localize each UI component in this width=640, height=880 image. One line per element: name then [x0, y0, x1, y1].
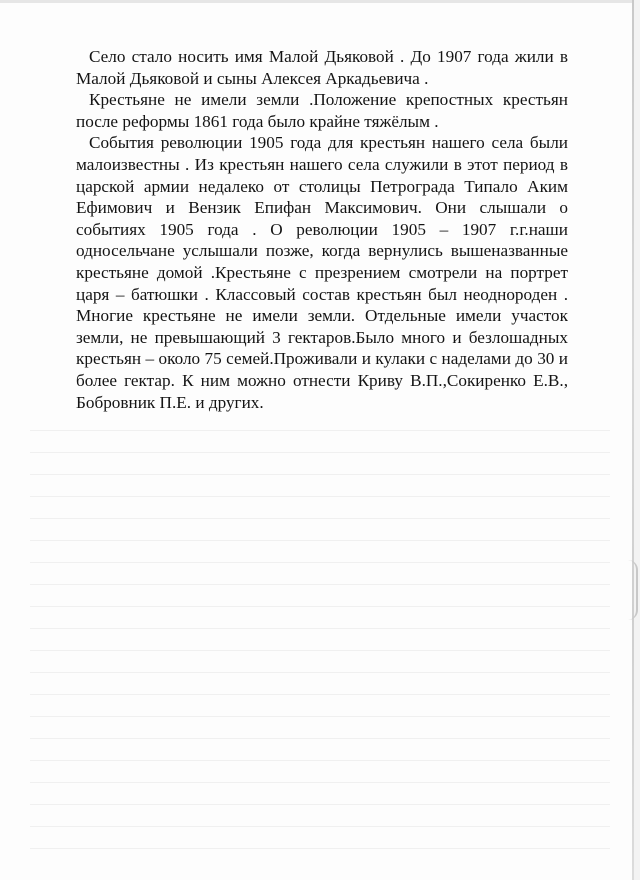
paragraph-revolution-1905: События революции 1905 года для крестьян нашего села были малоизвестны . Из крестьян нашего села служили в этот период в царской армии недалеко от столицы Петрограда Типало Аким Ефимович и Вензик Епифан Максимович. Они слышали о событиях 1905 года . О революции 1905 – 1907 г.г.наши односельчане услышали позже, когда вернулись вышеназванные крестьяне домой .Крестьяне с презрением смотрели на портрет царя – батюшки . Классовый состав крестьян был неоднороден . Многие крестьяне не имели земли. Отдельные имели участок земли, не превышающий 3 гектаров.Было много и безлошадных крестьян – около 75 семей.Проживали и кулаки с наделами до 30 и более гектар. К ним можно отнести Криву В.П.,Сокиренко Е.В., Бобровник П.Е. и других. — [76, 133, 568, 412]
page-right-margin — [634, 0, 640, 880]
bleed-through-shadow — [30, 430, 610, 850]
paragraph-peasants-land: Крестьяне не имели земли .Положение крепостных крестьян после реформы 1861 года было крайне тяжёлым . — [76, 90, 568, 131]
paragraph-village-name: Село стало носить имя Малой Дьяковой . До 1907 года жили в Малой Дьяковой и сыны Алексея Аркадьевича . — [76, 47, 568, 88]
page-right-edge — [632, 0, 634, 880]
paper-fold-mark — [626, 560, 638, 620]
page-top-edge — [0, 0, 640, 3]
document-body — [76, 46, 568, 413]
